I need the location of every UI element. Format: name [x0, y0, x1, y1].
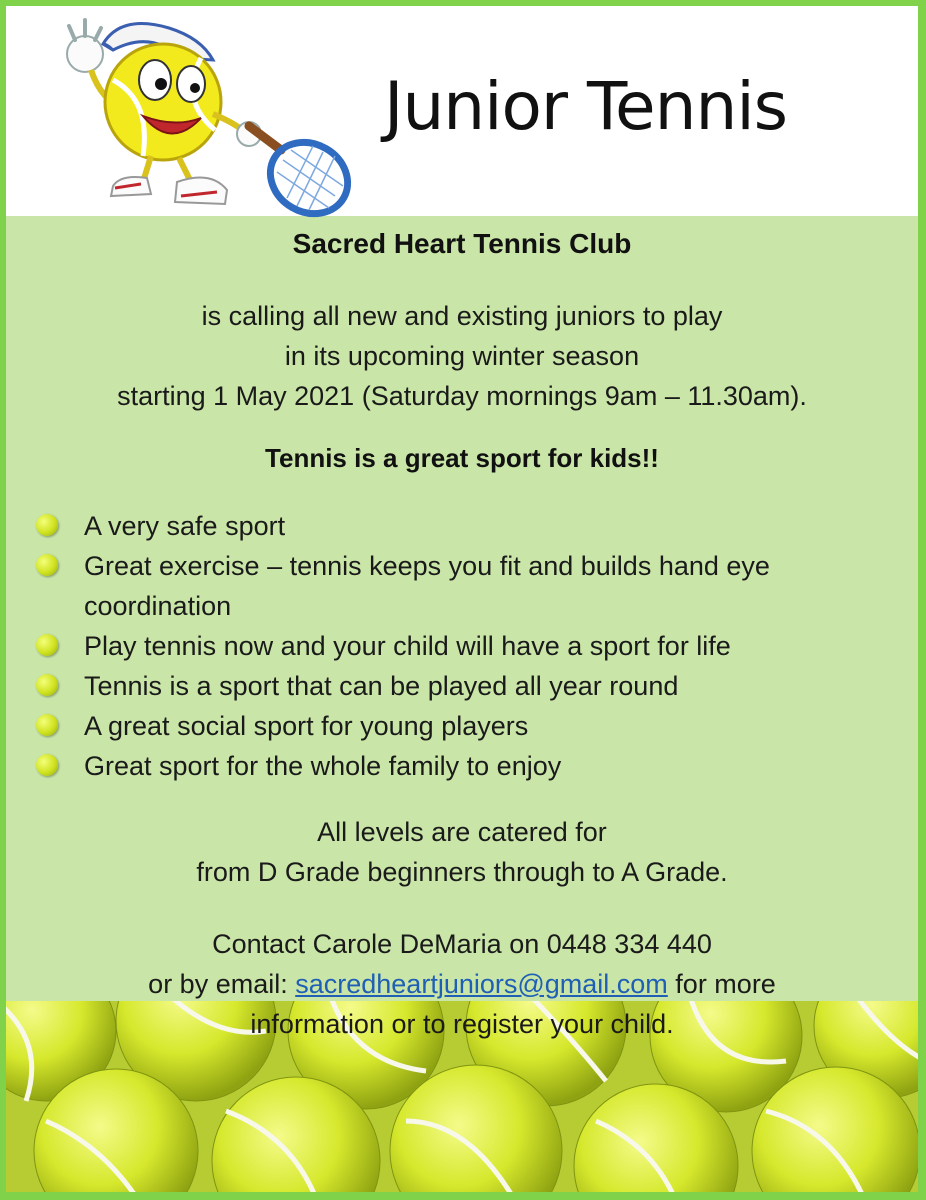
contact-line: Contact Carole DeMaria on 0448 334 440: [212, 929, 712, 959]
intro-line: starting 1 May 2021 (Saturday mornings 9am – 11.30am).: [117, 381, 807, 411]
tennis-ball-bullet-icon: [36, 754, 58, 776]
list-item-text: Great exercise – tennis keeps you fit and builds hand eye coordination: [84, 551, 770, 621]
email-link[interactable]: sacredheartjuniors@gmail.com: [295, 969, 668, 999]
list-item: [28, 506, 908, 546]
tennis-ball-bullet-icon: [36, 714, 58, 736]
list-item-text: Play tennis now and your child will have a sport for life: [84, 631, 731, 661]
contact-line: information or to register your child.: [250, 1009, 674, 1039]
tagline: Tennis is a great sport for kids!!: [265, 443, 659, 473]
page-title: Junior Tennis: [384, 68, 788, 145]
list-item: [28, 666, 908, 706]
tennis-ball-bullet-icon: [36, 674, 58, 696]
intro-line: is calling all new and existing juniors to play: [201, 301, 723, 331]
list-item-text: A great social sport for young players: [84, 711, 529, 741]
levels-text: [6, 812, 918, 892]
list-item: [28, 706, 908, 746]
list-item: [28, 626, 908, 666]
header: [6, 6, 918, 216]
list-item: [28, 546, 908, 626]
email-prefix: or by email:: [148, 969, 296, 999]
tennis-ball-bullet-icon: [36, 514, 58, 536]
flyer: [6, 6, 918, 1192]
tennis-ball-bullet-icon: [36, 634, 58, 656]
levels-line: All levels are catered for: [317, 817, 607, 847]
email-suffix: for more: [667, 969, 776, 999]
list-item: [28, 746, 908, 786]
intro-line: in its upcoming winter season: [284, 341, 640, 371]
intro-text: [6, 296, 918, 416]
contact-text: [6, 924, 918, 1044]
tennis-ball-mascot-icon: [51, 10, 361, 220]
tennis-ball-bullet-icon: [36, 554, 58, 576]
levels-line: from D Grade beginners through to A Grade.: [196, 857, 728, 887]
contact-email-line: [6, 964, 918, 1004]
list-item-text: Great sport for the whole family to enjoy: [84, 751, 562, 781]
club-name: Sacred Heart Tennis Club: [292, 228, 632, 259]
benefits-list: [28, 506, 908, 786]
list-item-text: Tennis is a sport that can be played all year round: [84, 671, 679, 701]
list-item-text: A very safe sport: [84, 511, 286, 541]
